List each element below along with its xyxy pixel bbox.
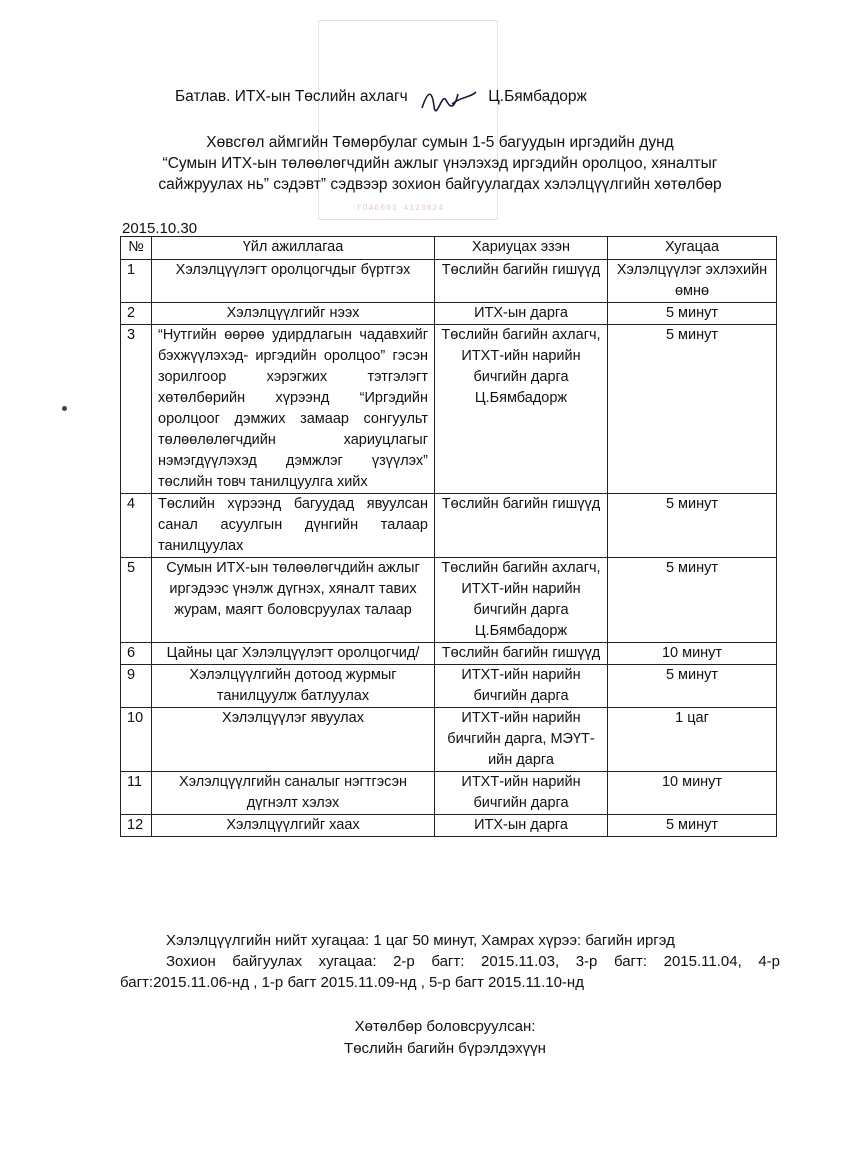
row-responsible: Төслийн багийн ахлагч, ИТХТ-ийн нарийн бичгийн дарга Ц.Бямбадорж [435,558,608,643]
row-duration: 10 минут [608,643,777,665]
row-responsible: Төслийн багийн ахлагч, ИТХТ-ийн нарийн бичгийн дарга Ц.Бямбадорж [435,325,608,494]
table-header-row [121,237,777,260]
row-responsible: ИТХТ-ийн нарийн бичгийн дарга [435,665,608,708]
row-num: 3 [121,325,152,494]
stamp-code: ГПА6003 4123824 [357,204,445,213]
document-title [120,132,760,195]
summary-total-duration: Хэлэлцүүлгийн нийт хугацаа: 1 цаг 50 минут, Хамрах хүрээ: багийн иргэд [166,932,675,949]
row-num: 12 [121,815,152,837]
summary-block [120,930,780,993]
header-num: № [121,237,152,260]
row-num: 11 [121,772,152,815]
row-duration: 1 цаг [608,708,777,772]
row-activity: Хэлэлцүүлгийг нээх [152,303,435,325]
row-responsible: ИТХТ-ийн нарийн бичгийн дарга [435,772,608,815]
row-num: 4 [121,494,152,558]
row-responsible: Төслийн багийн гишүүд [435,494,608,558]
row-activity: “Нутгийн өөрөө удирдлагын чадавхийг бэхжүүлэхэд- иргэдийн оролцоо” гэсэн зорилгоор хэрэгжих тэтгэлэгт хөтөлбөрийн хүрээнд “Иргэдийн оролцоог дэмжих замаар сонгуульт төлөөлөлөгчдийн хариуцлагыг нэмэгдүүлэхэд дэмжлэг үзүүлэх” төслийн товч танилцуулга хийх [152,325,435,494]
row-activity: Сумын ИТХ-ын төлөөлөгчдийн ажлыг иргэдээс үнэлж дүгнэх, хяналт тавих журам, маягт боловсруулах талаар [152,558,435,643]
header-responsible: Хариуцах эзэн [435,237,608,260]
table-row [121,494,777,558]
row-responsible: Төслийн багийн гишүүд [435,643,608,665]
approval-name: Ц.Бямбадорж [488,88,587,106]
header-duration: Хугацаа [608,237,777,260]
row-responsible: ИТХ-ын дарга [435,303,608,325]
row-activity: Цайны цаг Хэлэлцүүлэгт оролцогчид/ [152,643,435,665]
table-row [121,260,777,303]
title-line-3: сайжруулах нь” сэдэвт” сэдвээр зохион байгуулагдах хэлэлцүүлгийн хөтөлбөр [158,176,722,193]
title-line-1: Хөвсгөл аймгийн Төмөрбулаг сумын 1-5 багуудын иргэдийн дунд [206,134,674,151]
footer-prepared-by: Хөтөлбөр боловсруулсан: [354,1018,536,1035]
row-duration: 5 минут [608,303,777,325]
row-activity: Хэлэлцүүлэгт оролцогчдыг бүртгэх [152,260,435,303]
title-line-2: “Сумын ИТХ-ын төлөөлөгчдийн ажлыг үнэлэхэд иргэдийн оролцоо, хяналтыг [162,155,718,172]
table-row [121,815,777,837]
approval-prefix: Батлав. ИТХ-ын Төслийн ахлагч [175,88,408,106]
document-date: 2015.10.30 [122,220,198,237]
row-duration: 10 минут [608,772,777,815]
punch-hole-dot [62,406,67,411]
row-duration: 5 минут [608,558,777,643]
table-row [121,325,777,494]
row-num: 2 [121,303,152,325]
row-responsible: ИТХТ-ийн нарийн бичгийн дарга, МЭҮТ-ийн дарга [435,708,608,772]
table-row [121,303,777,325]
row-activity: Хэлэлцүүлгийн саналыг нэгтгэсэн дүгнэлт хэлэх [152,772,435,815]
row-num: 10 [121,708,152,772]
signature-icon [418,86,478,108]
row-duration: 5 минут [608,665,777,708]
footer-team: Төслийн багийн бүрэлдэхүүн [344,1040,546,1057]
header-activity: Үйл ажиллагаа [152,237,435,260]
row-num: 6 [121,643,152,665]
approval-line [175,86,735,108]
row-responsible: ИТХ-ын дарга [435,815,608,837]
row-num: 1 [121,260,152,303]
table-row [121,708,777,772]
row-duration: 5 минут [608,325,777,494]
row-activity: Төслийн хүрээнд багуудад явуулсан санал асуулгын дүнгийн талаар танилцуулах [152,494,435,558]
row-duration: 5 минут [608,494,777,558]
row-num: 9 [121,665,152,708]
table-row [121,665,777,708]
row-responsible: Төслийн багийн гишүүд [435,260,608,303]
row-activity: Хэлэлцүүлэг явуулах [152,708,435,772]
row-activity: Хэлэлцүүлгийн дотоод журмыг танилцуулж батлуулах [152,665,435,708]
table-row [121,772,777,815]
summary-schedule: Зохион байгуулах хугацаа: 2-р багт: 2015.11.03, 3-р багт: 2015.11.04, 4-р багт:2015.11.06-нд , 1-р багт 2015.11.09-нд , 5-р багт 2015.11.10-нд [120,953,780,991]
row-activity: Хэлэлцүүлгийг хаах [152,815,435,837]
row-duration: 5 минут [608,815,777,837]
table-row [121,558,777,643]
schedule-table [120,236,777,837]
table-row [121,643,777,665]
row-num: 5 [121,558,152,643]
row-duration: Хэлэлцүүлэг эхлэхийн өмнө [608,260,777,303]
footer-block [300,1016,590,1060]
